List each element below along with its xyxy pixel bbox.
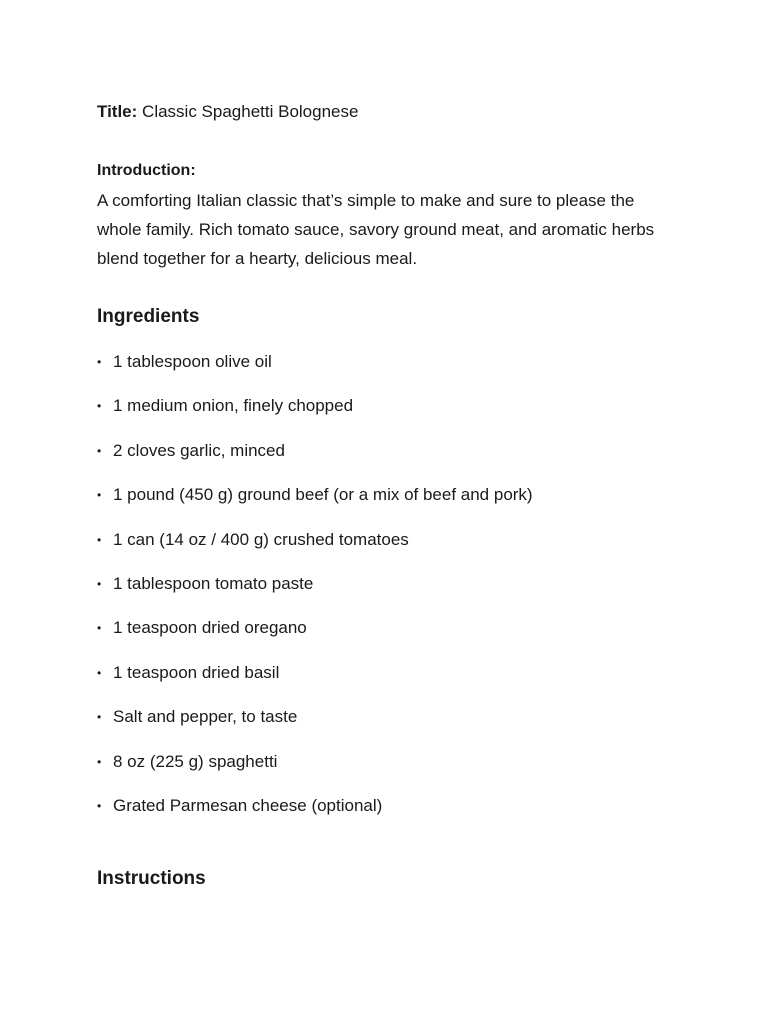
ingredient-item [97, 615, 533, 659]
bullet-icon: • [97, 399, 102, 414]
bullet-icon: • [97, 710, 102, 725]
ingredient-item [97, 349, 533, 393]
ingredient-item [97, 793, 533, 837]
bullet-icon: • [97, 754, 102, 769]
ingredient-text: 1 teaspoon dried basil [113, 662, 280, 682]
ingredient-text: 1 teaspoon dried oregano [113, 618, 307, 638]
recipe-title [97, 100, 358, 124]
bullet-icon: • [97, 355, 102, 369]
title-value: Classic Spaghetti Bolognese [142, 102, 359, 121]
bullet-icon: • [97, 621, 102, 636]
bullet-icon: • [97, 443, 102, 458]
bullet-icon: • [97, 576, 102, 591]
ingredient-item [97, 704, 533, 748]
ingredient-text: 1 tablespoon tomato paste [113, 573, 314, 593]
instructions-heading: Instructions [97, 868, 206, 889]
bullet-icon: • [97, 665, 102, 680]
ingredient-text: 1 pound (450 g) ground beef (or a mix of beef and pork) [113, 485, 533, 505]
ingredient-text: 1 medium onion, finely chopped [113, 396, 354, 416]
ingredient-item [97, 749, 533, 793]
introduction-text: A comforting Italian classic that’s simple to make and sure to please the whole family. Rich tomato sauce, savory ground meat, and aromatic herbs blend together for a hearty, delicious meal. [97, 191, 655, 268]
bullet-icon: • [97, 532, 102, 547]
ingredient-text: 8 oz (225 g) spaghetti [113, 751, 278, 771]
ingredient-text: 2 cloves garlic, minced [113, 440, 285, 460]
ingredients-heading: Ingredients [97, 306, 200, 327]
bullet-icon: • [97, 798, 102, 813]
ingredient-text: Grated Parmesan cheese (optional) [113, 795, 383, 815]
ingredient-item [97, 527, 533, 571]
ingredient-text: 1 tablespoon olive oil [113, 352, 272, 371]
ingredient-item [97, 660, 533, 704]
ingredient-text: 1 can (14 oz / 400 g) crushed tomatoes [113, 529, 409, 549]
introduction-label: Introduction: [97, 162, 196, 179]
ingredient-item [97, 393, 533, 437]
ingredient-item [97, 438, 533, 482]
ingredient-text: Salt and pepper, to taste [113, 707, 298, 727]
ingredient-item [97, 482, 533, 526]
title-label: Title: [97, 102, 138, 121]
ingredient-item [97, 571, 533, 615]
bullet-icon: • [97, 488, 102, 503]
ingredient-list [97, 349, 533, 837]
